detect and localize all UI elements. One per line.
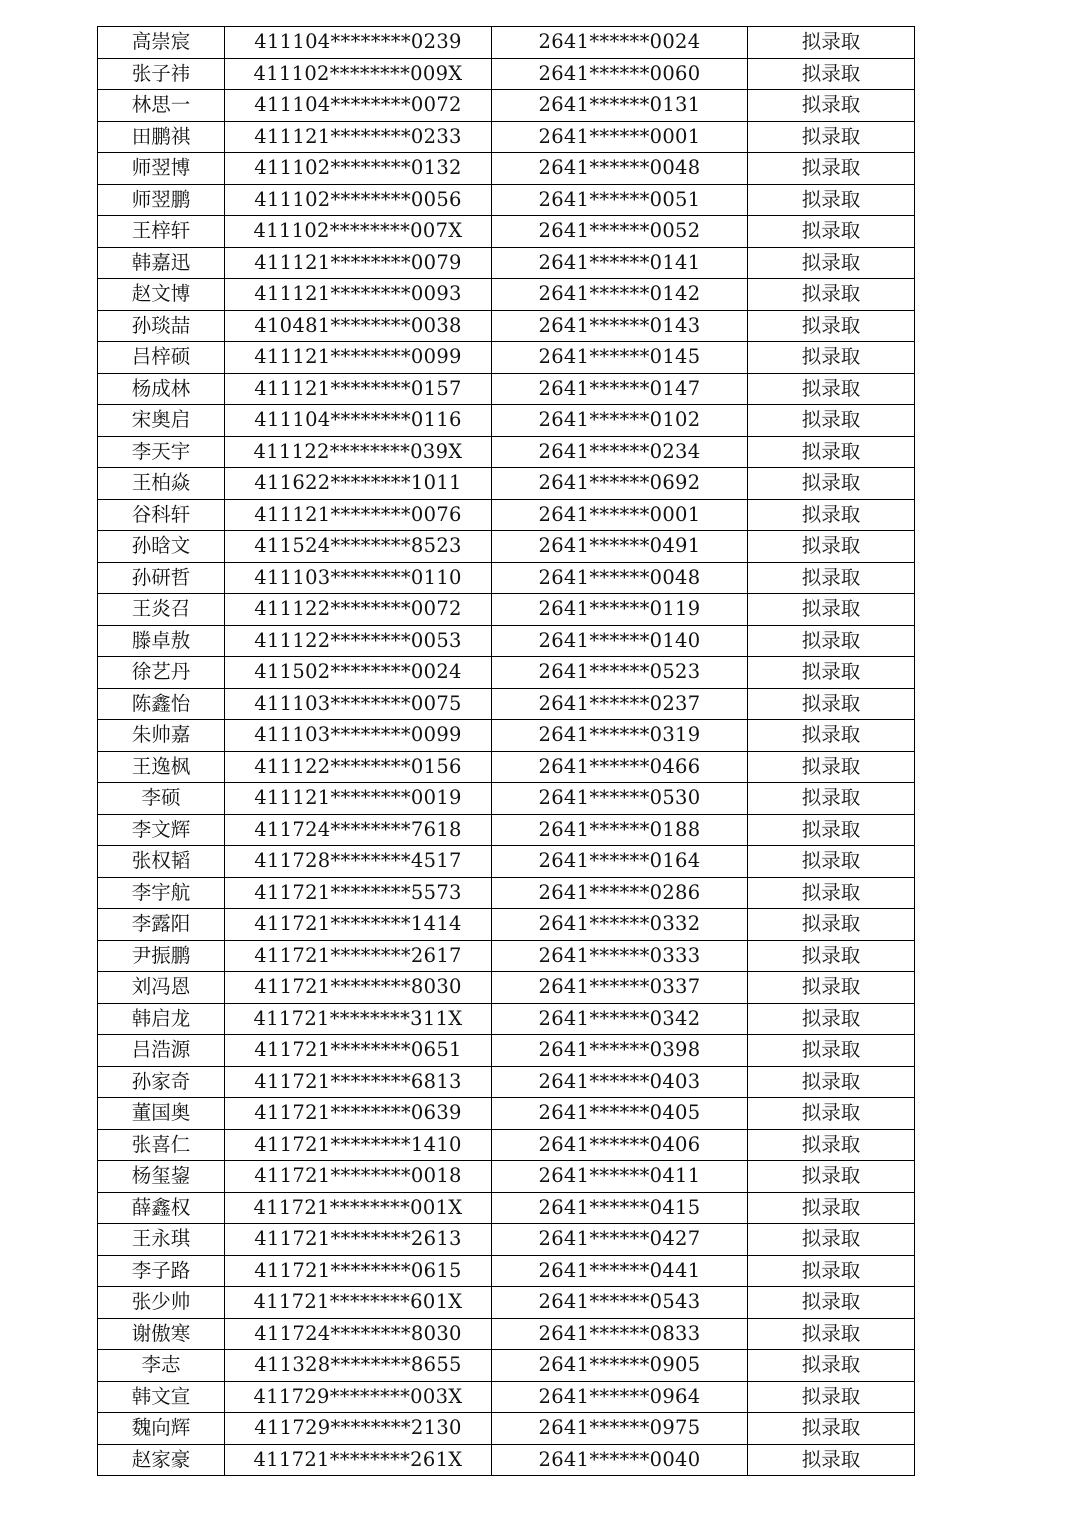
exam-ticket-number: 2641******0530	[492, 783, 748, 815]
exam-ticket-number: 2641******0140	[492, 625, 748, 657]
exam-ticket-number: 2641******0060	[492, 58, 748, 90]
admission-status: 拟录取	[748, 751, 915, 783]
table-row	[98, 121, 915, 153]
table-row	[98, 468, 915, 500]
exam-ticket-number: 2641******0119	[492, 594, 748, 626]
student-name: 王炎召	[98, 594, 225, 626]
admission-status: 拟录取	[748, 1318, 915, 1350]
student-name: 王逸枫	[98, 751, 225, 783]
exam-ticket-number: 2641******0142	[492, 279, 748, 311]
student-name: 尹振鹏	[98, 940, 225, 972]
admission-status: 拟录取	[748, 27, 915, 59]
student-name: 董国奥	[98, 1098, 225, 1130]
id-number: 411729********2130	[225, 1413, 492, 1445]
id-number: 411102********007X	[225, 216, 492, 248]
admission-status: 拟录取	[748, 405, 915, 437]
exam-ticket-number: 2641******0975	[492, 1413, 748, 1445]
table-row	[98, 531, 915, 563]
exam-ticket-number: 2641******0332	[492, 909, 748, 941]
student-name: 张子祎	[98, 58, 225, 90]
student-name: 谷科轩	[98, 499, 225, 531]
admission-status: 拟录取	[748, 373, 915, 405]
table-row	[98, 436, 915, 468]
exam-ticket-number: 2641******0188	[492, 814, 748, 846]
id-number: 411103********0099	[225, 720, 492, 752]
id-number: 411721********8030	[225, 972, 492, 1004]
student-name: 李露阳	[98, 909, 225, 941]
exam-ticket-number: 2641******0040	[492, 1444, 748, 1476]
admission-status: 拟录取	[748, 1161, 915, 1193]
exam-ticket-number: 2641******0048	[492, 153, 748, 185]
admission-status: 拟录取	[748, 1224, 915, 1256]
exam-ticket-number: 2641******0403	[492, 1066, 748, 1098]
id-number: 411104********0116	[225, 405, 492, 437]
table-row	[98, 1224, 915, 1256]
exam-ticket-number: 2641******0523	[492, 657, 748, 689]
admission-status: 拟录取	[748, 153, 915, 185]
id-number: 411729********003X	[225, 1381, 492, 1413]
admission-roster-table	[97, 26, 915, 1476]
table-row	[98, 373, 915, 405]
table-row	[98, 1035, 915, 1067]
student-name: 滕卓敖	[98, 625, 225, 657]
table-row	[98, 153, 915, 185]
student-name: 李志	[98, 1350, 225, 1382]
id-number: 411122********039X	[225, 436, 492, 468]
admission-status: 拟录取	[748, 1413, 915, 1445]
table-row	[98, 783, 915, 815]
student-name: 高崇宸	[98, 27, 225, 59]
exam-ticket-number: 2641******0427	[492, 1224, 748, 1256]
exam-ticket-number: 2641******0052	[492, 216, 748, 248]
exam-ticket-number: 2641******0692	[492, 468, 748, 500]
table-row	[98, 972, 915, 1004]
table-row	[98, 1444, 915, 1476]
student-name: 王柏焱	[98, 468, 225, 500]
admission-status: 拟录取	[748, 342, 915, 374]
roster-body	[98, 27, 915, 1476]
admission-status: 拟录取	[748, 531, 915, 563]
student-name: 李天宇	[98, 436, 225, 468]
student-name: 李文辉	[98, 814, 225, 846]
table-row	[98, 499, 915, 531]
table-row	[98, 814, 915, 846]
id-number: 411622********1011	[225, 468, 492, 500]
admission-status: 拟录取	[748, 1003, 915, 1035]
student-name: 孙琰喆	[98, 310, 225, 342]
admission-status: 拟录取	[748, 216, 915, 248]
admission-status: 拟录取	[748, 657, 915, 689]
admission-status: 拟录取	[748, 1255, 915, 1287]
id-number: 411122********0072	[225, 594, 492, 626]
student-name: 孙研哲	[98, 562, 225, 594]
table-row	[98, 342, 915, 374]
admission-status: 拟录取	[748, 436, 915, 468]
table-row	[98, 751, 915, 783]
admission-status: 拟录取	[748, 1381, 915, 1413]
exam-ticket-number: 2641******0398	[492, 1035, 748, 1067]
admission-status: 拟录取	[748, 814, 915, 846]
table-row	[98, 688, 915, 720]
exam-ticket-number: 2641******0001	[492, 121, 748, 153]
table-row	[98, 846, 915, 878]
admission-status: 拟录取	[748, 121, 915, 153]
id-number: 411721********2613	[225, 1224, 492, 1256]
student-name: 师翌鹏	[98, 184, 225, 216]
admission-status: 拟录取	[748, 499, 915, 531]
admission-status: 拟录取	[748, 909, 915, 941]
table-row	[98, 27, 915, 59]
admission-status: 拟录取	[748, 90, 915, 122]
exam-ticket-number: 2641******0001	[492, 499, 748, 531]
student-name: 林思一	[98, 90, 225, 122]
id-number: 411728********4517	[225, 846, 492, 878]
student-name: 李硕	[98, 783, 225, 815]
exam-ticket-number: 2641******0024	[492, 27, 748, 59]
student-name: 薛鑫权	[98, 1192, 225, 1224]
student-name: 朱帅嘉	[98, 720, 225, 752]
table-row	[98, 657, 915, 689]
table-row	[98, 1413, 915, 1445]
id-number: 411524********8523	[225, 531, 492, 563]
student-name: 宋奥启	[98, 405, 225, 437]
id-number: 411122********0053	[225, 625, 492, 657]
student-name: 吕浩源	[98, 1035, 225, 1067]
student-name: 徐艺丹	[98, 657, 225, 689]
student-name: 谢傲寒	[98, 1318, 225, 1350]
id-number: 411721********1410	[225, 1129, 492, 1161]
admission-status: 拟录取	[748, 1287, 915, 1319]
id-number: 411121********0157	[225, 373, 492, 405]
exam-ticket-number: 2641******0143	[492, 310, 748, 342]
table-row	[98, 310, 915, 342]
table-row	[98, 877, 915, 909]
exam-ticket-number: 2641******0131	[492, 90, 748, 122]
exam-ticket-number: 2641******0905	[492, 1350, 748, 1382]
id-number: 411724********8030	[225, 1318, 492, 1350]
admission-status: 拟录取	[748, 783, 915, 815]
student-name: 赵家豪	[98, 1444, 225, 1476]
table-row	[98, 1129, 915, 1161]
id-number: 411121********0076	[225, 499, 492, 531]
exam-ticket-number: 2641******0405	[492, 1098, 748, 1130]
admission-status: 拟录取	[748, 1129, 915, 1161]
id-number: 411724********7618	[225, 814, 492, 846]
table-row	[98, 1287, 915, 1319]
table-row	[98, 1255, 915, 1287]
student-name: 杨成林	[98, 373, 225, 405]
id-number: 411721********261X	[225, 1444, 492, 1476]
admission-status: 拟录取	[748, 1192, 915, 1224]
student-name: 张权韬	[98, 846, 225, 878]
table-row	[98, 1003, 915, 1035]
exam-ticket-number: 2641******0466	[492, 751, 748, 783]
admission-status: 拟录取	[748, 1098, 915, 1130]
student-name: 韩文宣	[98, 1381, 225, 1413]
id-number: 411102********0056	[225, 184, 492, 216]
admission-status: 拟录取	[748, 58, 915, 90]
admission-status: 拟录取	[748, 1444, 915, 1476]
id-number: 411502********0024	[225, 657, 492, 689]
table-row	[98, 279, 915, 311]
student-name: 孙家奇	[98, 1066, 225, 1098]
id-number: 411721********5573	[225, 877, 492, 909]
exam-ticket-number: 2641******0319	[492, 720, 748, 752]
admission-status: 拟录取	[748, 720, 915, 752]
exam-ticket-number: 2641******0491	[492, 531, 748, 563]
exam-ticket-number: 2641******0833	[492, 1318, 748, 1350]
table-row	[98, 1192, 915, 1224]
table-row	[98, 594, 915, 626]
exam-ticket-number: 2641******0164	[492, 846, 748, 878]
exam-ticket-number: 2641******0441	[492, 1255, 748, 1287]
student-name: 王永琪	[98, 1224, 225, 1256]
id-number: 411102********009X	[225, 58, 492, 90]
id-number: 411121********0079	[225, 247, 492, 279]
table-row	[98, 58, 915, 90]
student-name: 赵文博	[98, 279, 225, 311]
admission-status: 拟录取	[748, 972, 915, 1004]
id-number: 411104********0072	[225, 90, 492, 122]
table-row	[98, 1318, 915, 1350]
exam-ticket-number: 2641******0415	[492, 1192, 748, 1224]
student-name: 韩嘉迅	[98, 247, 225, 279]
id-number: 411122********0156	[225, 751, 492, 783]
admission-status: 拟录取	[748, 1066, 915, 1098]
student-name: 刘冯恩	[98, 972, 225, 1004]
admission-status: 拟录取	[748, 279, 915, 311]
id-number: 411121********0019	[225, 783, 492, 815]
id-number: 411721********0615	[225, 1255, 492, 1287]
student-name: 吕梓硕	[98, 342, 225, 374]
exam-ticket-number: 2641******0543	[492, 1287, 748, 1319]
id-number: 411121********0093	[225, 279, 492, 311]
id-number: 411328********8655	[225, 1350, 492, 1382]
exam-ticket-number: 2641******0286	[492, 877, 748, 909]
student-name: 陈鑫怡	[98, 688, 225, 720]
id-number: 411721********0018	[225, 1161, 492, 1193]
student-name: 杨玺鋆	[98, 1161, 225, 1193]
table-row	[98, 184, 915, 216]
exam-ticket-number: 2641******0147	[492, 373, 748, 405]
exam-ticket-number: 2641******0145	[492, 342, 748, 374]
admission-status: 拟录取	[748, 247, 915, 279]
admission-status: 拟录取	[748, 1035, 915, 1067]
id-number: 411121********0233	[225, 121, 492, 153]
student-name: 张喜仁	[98, 1129, 225, 1161]
exam-ticket-number: 2641******0048	[492, 562, 748, 594]
table-row	[98, 562, 915, 594]
id-number: 411103********0075	[225, 688, 492, 720]
table-row	[98, 1161, 915, 1193]
id-number: 410481********0038	[225, 310, 492, 342]
student-name: 韩启龙	[98, 1003, 225, 1035]
student-name: 田鹏祺	[98, 121, 225, 153]
id-number: 411721********0639	[225, 1098, 492, 1130]
id-number: 411103********0110	[225, 562, 492, 594]
exam-ticket-number: 2641******0102	[492, 405, 748, 437]
exam-ticket-number: 2641******0234	[492, 436, 748, 468]
student-name: 王梓轩	[98, 216, 225, 248]
id-number: 411104********0239	[225, 27, 492, 59]
exam-ticket-number: 2641******0337	[492, 972, 748, 1004]
table-row	[98, 247, 915, 279]
exam-ticket-number: 2641******0411	[492, 1161, 748, 1193]
id-number: 411721********001X	[225, 1192, 492, 1224]
admission-status: 拟录取	[748, 940, 915, 972]
admission-status: 拟录取	[748, 688, 915, 720]
table-row	[98, 909, 915, 941]
table-row	[98, 216, 915, 248]
student-name: 魏向辉	[98, 1413, 225, 1445]
table-row	[98, 1098, 915, 1130]
admission-status: 拟录取	[748, 468, 915, 500]
table-row	[98, 1066, 915, 1098]
table-row	[98, 940, 915, 972]
exam-ticket-number: 2641******0333	[492, 940, 748, 972]
exam-ticket-number: 2641******0342	[492, 1003, 748, 1035]
admission-status: 拟录取	[748, 184, 915, 216]
id-number: 411721********311X	[225, 1003, 492, 1035]
admission-status: 拟录取	[748, 1350, 915, 1382]
table-row	[98, 90, 915, 122]
exam-ticket-number: 2641******0237	[492, 688, 748, 720]
id-number: 411121********0099	[225, 342, 492, 374]
student-name: 孙晗文	[98, 531, 225, 563]
admission-status: 拟录取	[748, 310, 915, 342]
id-number: 411721********6813	[225, 1066, 492, 1098]
id-number: 411721********1414	[225, 909, 492, 941]
admission-status: 拟录取	[748, 846, 915, 878]
student-name: 李子路	[98, 1255, 225, 1287]
table-row	[98, 720, 915, 752]
id-number: 411721********0651	[225, 1035, 492, 1067]
student-name: 张少帅	[98, 1287, 225, 1319]
student-name: 李宇航	[98, 877, 225, 909]
exam-ticket-number: 2641******0406	[492, 1129, 748, 1161]
table-row	[98, 1381, 915, 1413]
exam-ticket-number: 2641******0051	[492, 184, 748, 216]
admission-status: 拟录取	[748, 625, 915, 657]
exam-ticket-number: 2641******0964	[492, 1381, 748, 1413]
id-number: 411721********2617	[225, 940, 492, 972]
id-number: 411102********0132	[225, 153, 492, 185]
admission-status: 拟录取	[748, 877, 915, 909]
exam-ticket-number: 2641******0141	[492, 247, 748, 279]
table-row	[98, 1350, 915, 1382]
id-number: 411721********601X	[225, 1287, 492, 1319]
table-row	[98, 625, 915, 657]
admission-status: 拟录取	[748, 594, 915, 626]
table-row	[98, 405, 915, 437]
student-name: 师翌博	[98, 153, 225, 185]
admission-status: 拟录取	[748, 562, 915, 594]
